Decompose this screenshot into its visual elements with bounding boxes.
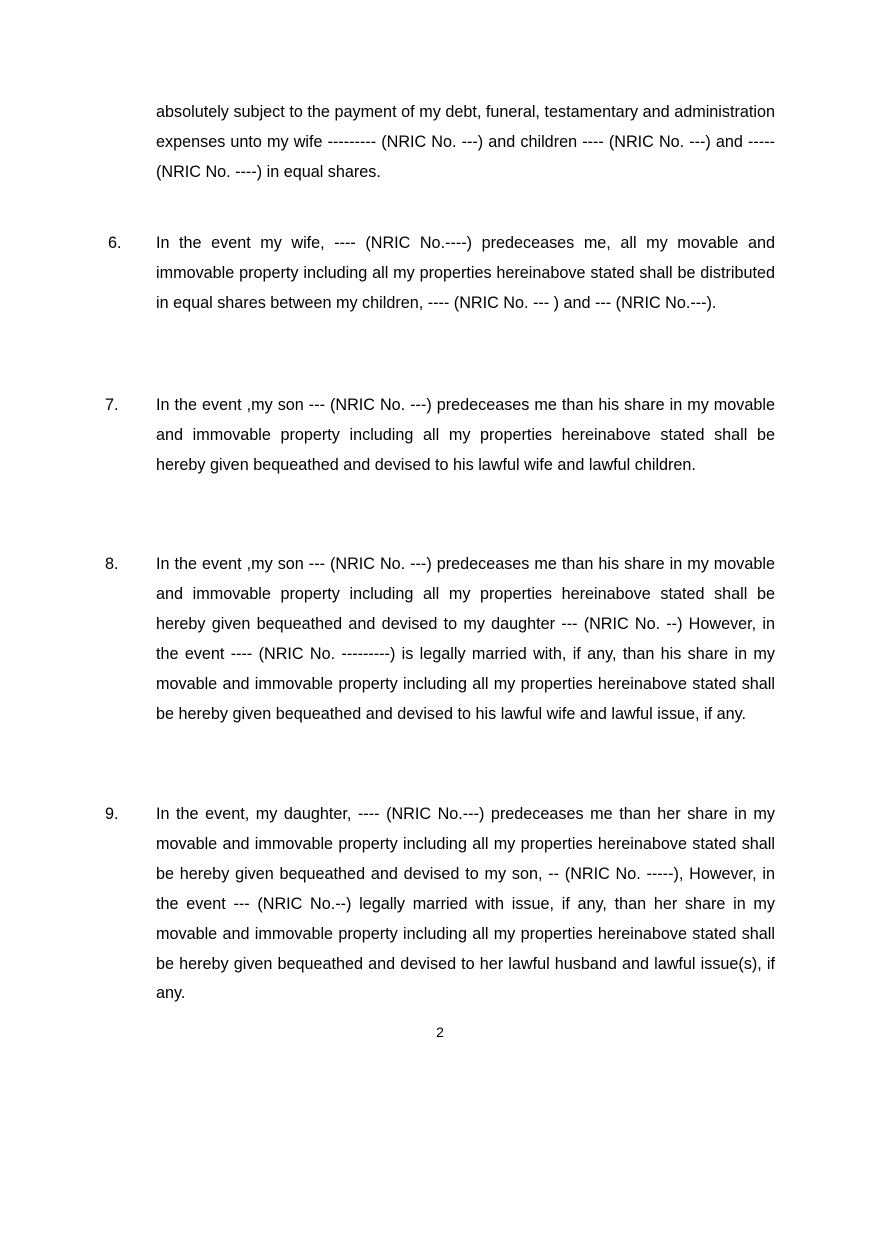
clause-9-text: In the event, my daughter, ---- (NRIC No.---) predeceases me than her share in my movable and immovable property including all my properties hereinabove stated shall be hereby given bequeathed and devised to my son, -- (NRIC No. -----), However, in the event --- (NRIC No.--) legally married with issue, if any, than her share in my movable and immovable property including all my properties hereinabove stated shall be hereby given bequeathed and devised to her lawful husband and lawful issue(s), if any.	[156, 805, 775, 1003]
clause-number-6: 6.	[108, 234, 122, 252]
clause-6-text: In the event my wife, ---- (NRIC No.----) predeceases me, all my movable and immovable property including all my properties hereinabove stated shall be distributed in equal shares between my children, ---- (NRIC No. --- ) and --- (NRIC No.---).	[156, 234, 775, 312]
clause-7-text: In the event ,my son --- (NRIC No. ---) predeceases me than his share in my movable and immovable property including all my properties hereinabove stated shall be hereby given bequeathed and devised to his lawful wife and lawful children.	[156, 396, 775, 474]
continuation-paragraph: absolutely subject to the payment of my debt, funeral, testamentary and administration expenses unto my wife --------- (NRIC No. ---) and children ---- (NRIC No. ---) and ----- (NRIC No. ----) in equal shares.	[156, 103, 775, 181]
clause-number-8: 8.	[105, 555, 119, 573]
page-number: 2	[436, 1024, 444, 1040]
clause-number-7: 7.	[105, 396, 119, 414]
clause-number-9: 9.	[105, 805, 119, 823]
clause-8-text: In the event ,my son --- (NRIC No. ---) predeceases me than his share in my movable and immovable property including all my properties hereinabove stated shall be hereby given bequeathed and devised to my daughter --- (NRIC No. --) However, in the event ---- (NRIC No. ---------) is legally married with, if any, than his share in my movable and immovable property including all my properties hereinabove stated shall be hereby given bequeathed and devised to his lawful wife and lawful issue, if any.	[156, 555, 775, 723]
